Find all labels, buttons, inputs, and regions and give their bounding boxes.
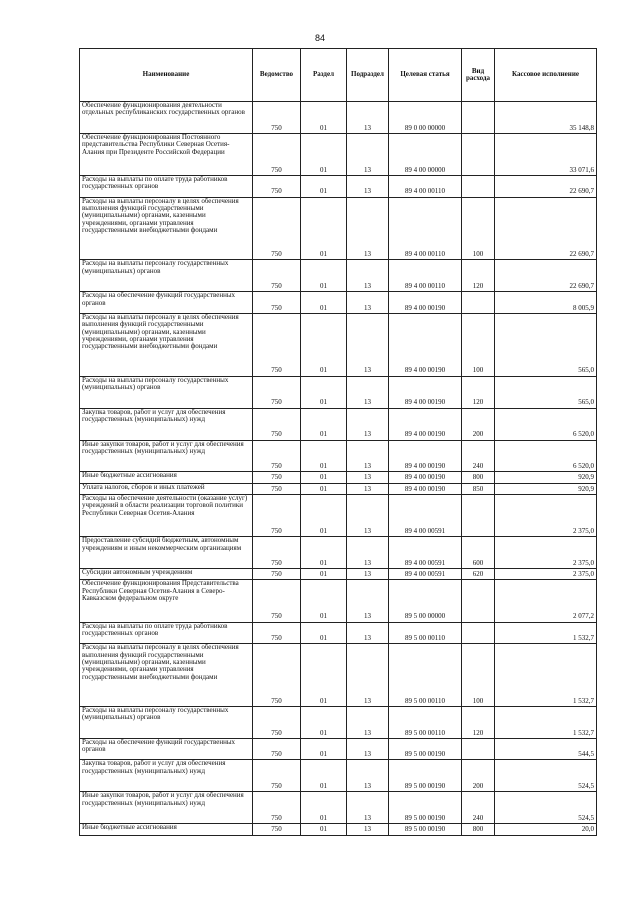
cell-target-article: 89 5 00 00000 (389, 580, 462, 622)
cell-section: 01 (301, 495, 347, 537)
cell-section: 01 (301, 569, 347, 580)
cell-name: Расходы на выплаты персоналу государственных (муниципальных) органов (80, 376, 253, 408)
table-row (80, 622, 597, 644)
cell-department: 750 (253, 483, 301, 494)
cell-section: 01 (301, 760, 347, 792)
cell-subsection: 13 (347, 292, 389, 314)
cell-cash-execution: 565,0 (495, 376, 597, 408)
cell-subsection: 13 (347, 706, 389, 738)
cell-department: 750 (253, 408, 301, 440)
col-header-expense-type: Вид расхода (462, 49, 495, 102)
cell-subsection: 13 (347, 472, 389, 483)
table-row (80, 760, 597, 792)
cell-name: Субсидии автономным учреждениям (80, 569, 253, 580)
cell-section: 01 (301, 738, 347, 760)
col-header-name: Наименование (80, 49, 253, 102)
cell-subsection: 13 (347, 260, 389, 292)
cell-department: 750 (253, 760, 301, 792)
cell-expense-type: 200 (462, 760, 495, 792)
cell-target-article: 89 5 00 00190 (389, 738, 462, 760)
cell-expense-type: 120 (462, 706, 495, 738)
cell-cash-execution: 2 375,0 (495, 537, 597, 569)
cell-expense-type: 200 (462, 408, 495, 440)
cell-department: 750 (253, 376, 301, 408)
cell-cash-execution: 565,0 (495, 313, 597, 376)
cell-name: Расходы на обеспечение функций государственных органов (80, 738, 253, 760)
cell-name: Расходы на обеспечение деятельности (оказание услуг) учреждений в области реализации торговой политики Республики Северная Осетия-Алания (80, 495, 253, 537)
cell-department: 750 (253, 133, 301, 175)
cell-subsection: 13 (347, 537, 389, 569)
table-row (80, 102, 597, 134)
col-header-department: Ведомство (253, 49, 301, 102)
cell-subsection: 13 (347, 495, 389, 537)
cell-cash-execution: 524,5 (495, 760, 597, 792)
cell-name: Закупка товаров, работ и услуг для обеспечения государственных (муниципальных) нужд (80, 408, 253, 440)
table-row (80, 176, 597, 198)
cell-department: 750 (253, 569, 301, 580)
cell-cash-execution: 1 532,7 (495, 706, 597, 738)
cell-section: 01 (301, 622, 347, 644)
cell-section: 01 (301, 292, 347, 314)
cell-target-article: 89 4 00 00591 (389, 495, 462, 537)
table-row (80, 706, 597, 738)
cell-cash-execution: 920,9 (495, 472, 597, 483)
cell-section: 01 (301, 133, 347, 175)
cell-section: 01 (301, 792, 347, 824)
col-header-subsection: Подраздел (347, 49, 389, 102)
cell-target-article: 89 4 00 00591 (389, 569, 462, 580)
cell-department: 750 (253, 440, 301, 472)
cell-section: 01 (301, 313, 347, 376)
cell-target-article: 89 4 00 00190 (389, 472, 462, 483)
cell-cash-execution: 22 690,7 (495, 260, 597, 292)
cell-department: 750 (253, 102, 301, 134)
cell-subsection: 13 (347, 644, 389, 707)
cell-subsection: 13 (347, 569, 389, 580)
cell-expense-type: 800 (462, 824, 495, 835)
cell-target-article: 89 4 00 00190 (389, 292, 462, 314)
cell-department: 750 (253, 738, 301, 760)
cell-expense-type (462, 133, 495, 175)
table-row (80, 792, 597, 824)
cell-name: Обеспечение функционирования деятельности отдельных республиканских государственных органов (80, 102, 253, 134)
cell-subsection: 13 (347, 792, 389, 824)
cell-department: 750 (253, 622, 301, 644)
cell-target-article: 89 5 00 00190 (389, 824, 462, 835)
cell-cash-execution: 35 148,8 (495, 102, 597, 134)
table-row (80, 260, 597, 292)
cell-department: 750 (253, 176, 301, 198)
cell-target-article: 89 4 00 00110 (389, 176, 462, 198)
cell-cash-execution: 22 690,7 (495, 197, 597, 260)
cell-subsection: 13 (347, 376, 389, 408)
cell-department: 750 (253, 292, 301, 314)
cell-expense-type: 120 (462, 376, 495, 408)
cell-section: 01 (301, 197, 347, 260)
cell-cash-execution: 1 532,7 (495, 622, 597, 644)
cell-subsection: 13 (347, 580, 389, 622)
cell-section: 01 (301, 580, 347, 622)
cell-subsection: 13 (347, 133, 389, 175)
cell-expense-type (462, 580, 495, 622)
cell-section: 01 (301, 102, 347, 134)
cell-department: 750 (253, 706, 301, 738)
cell-expense-type (462, 176, 495, 198)
cell-section: 01 (301, 537, 347, 569)
table-row (80, 644, 597, 707)
table-row (80, 292, 597, 314)
cell-section: 01 (301, 408, 347, 440)
col-header-cash-execution: Кассовое исполнение (495, 49, 597, 102)
cell-subsection: 13 (347, 483, 389, 494)
cell-expense-type (462, 292, 495, 314)
cell-cash-execution: 8 005,9 (495, 292, 597, 314)
cell-target-article: 89 4 00 00110 (389, 197, 462, 260)
cell-expense-type (462, 622, 495, 644)
cell-cash-execution: 22 690,7 (495, 176, 597, 198)
cell-department: 750 (253, 495, 301, 537)
cell-target-article: 89 0 00 00000 (389, 102, 462, 134)
cell-department: 750 (253, 792, 301, 824)
cell-cash-execution: 2 375,0 (495, 569, 597, 580)
cell-target-article: 89 5 00 00110 (389, 644, 462, 707)
cell-name: Расходы на выплаты по оплате труда работников государственных органов (80, 622, 253, 644)
cell-department: 750 (253, 824, 301, 835)
table-row (80, 483, 597, 494)
cell-name: Иные закупки товаров, работ и услуг для обеспечения государственных (муниципальных) нужд (80, 792, 253, 824)
cell-department: 750 (253, 537, 301, 569)
table-row (80, 569, 597, 580)
cell-name: Расходы на выплаты по оплате труда работников государственных органов (80, 176, 253, 198)
cell-target-article: 89 4 00 00190 (389, 313, 462, 376)
cell-expense-type (462, 738, 495, 760)
cell-cash-execution: 1 532,7 (495, 644, 597, 707)
cell-name: Расходы на обеспечение функций государственных органов (80, 292, 253, 314)
cell-target-article: 89 4 00 00190 (389, 408, 462, 440)
table-row (80, 537, 597, 569)
cell-subsection: 13 (347, 408, 389, 440)
table-row (80, 495, 597, 537)
page-number: 84 (314, 33, 325, 43)
table-row (80, 824, 597, 835)
cell-department: 750 (253, 472, 301, 483)
cell-subsection: 13 (347, 313, 389, 376)
cell-section: 01 (301, 176, 347, 198)
table-row (80, 313, 597, 376)
cell-section: 01 (301, 440, 347, 472)
cell-expense-type: 240 (462, 792, 495, 824)
cell-subsection: 13 (347, 738, 389, 760)
cell-cash-execution: 6 520,0 (495, 408, 597, 440)
cell-subsection: 13 (347, 197, 389, 260)
table-row (80, 440, 597, 472)
cell-subsection: 13 (347, 824, 389, 835)
budget-table (79, 48, 597, 836)
cell-expense-type: 100 (462, 644, 495, 707)
cell-name: Обеспечение функционирования Представительства Республики Северная Осетия-Алания в Северо-Кавказском федеральном округе (80, 580, 253, 622)
cell-cash-execution: 33 071,6 (495, 133, 597, 175)
table-row (80, 408, 597, 440)
table-row (80, 738, 597, 760)
cell-section: 01 (301, 644, 347, 707)
cell-expense-type (462, 102, 495, 134)
cell-cash-execution: 920,9 (495, 483, 597, 494)
cell-subsection: 13 (347, 760, 389, 792)
cell-section: 01 (301, 472, 347, 483)
cell-section: 01 (301, 376, 347, 408)
cell-subsection: 13 (347, 102, 389, 134)
cell-expense-type: 120 (462, 260, 495, 292)
table-row (80, 472, 597, 483)
cell-cash-execution: 524,5 (495, 792, 597, 824)
cell-expense-type: 600 (462, 537, 495, 569)
cell-section: 01 (301, 483, 347, 494)
table-header-row (80, 49, 597, 102)
cell-department: 750 (253, 580, 301, 622)
cell-department: 750 (253, 313, 301, 376)
table-row (80, 133, 597, 175)
cell-expense-type: 620 (462, 569, 495, 580)
col-header-section: Раздел (301, 49, 347, 102)
cell-name: Закупка товаров, работ и услуг для обеспечения государственных (муниципальных) нужд (80, 760, 253, 792)
cell-section: 01 (301, 260, 347, 292)
cell-expense-type: 100 (462, 197, 495, 260)
col-header-target-article: Целевая статья (389, 49, 462, 102)
cell-cash-execution: 6 520,0 (495, 440, 597, 472)
cell-target-article: 89 4 00 00591 (389, 537, 462, 569)
cell-name: Уплата налогов, сборов и иных платежей (80, 483, 253, 494)
cell-name: Обеспечение функционирования Постоянного представительства Республики Северная Осетия-Алания при Президенте Российской Федерации (80, 133, 253, 175)
cell-expense-type: 240 (462, 440, 495, 472)
cell-name: Предоставление субсидий бюджетным, автономным учреждениям и иным некоммерческим организациям (80, 537, 253, 569)
cell-section: 01 (301, 706, 347, 738)
cell-target-article: 89 5 00 00110 (389, 706, 462, 738)
cell-cash-execution: 2 077,2 (495, 580, 597, 622)
cell-expense-type: 850 (462, 483, 495, 494)
cell-target-article: 89 4 00 00190 (389, 483, 462, 494)
cell-expense-type: 800 (462, 472, 495, 483)
cell-target-article: 89 5 00 00110 (389, 622, 462, 644)
cell-cash-execution: 2 375,0 (495, 495, 597, 537)
cell-target-article: 89 4 00 00110 (389, 260, 462, 292)
cell-target-article: 89 5 00 00190 (389, 760, 462, 792)
cell-name: Расходы на выплаты персоналу в целях обеспечения выполнения функций государственными (муниципальными) органами, казенными учреждениями, органами управления государственными внебюджетными фондами (80, 644, 253, 707)
cell-target-article: 89 4 00 00000 (389, 133, 462, 175)
cell-name: Иные бюджетные ассигнования (80, 824, 253, 835)
table-row (80, 376, 597, 408)
cell-name: Расходы на выплаты персоналу в целях обеспечения выполнения функций государственными (муниципальными) органами, казенными учреждениями, органами управления государственными внебюджетными фондами (80, 197, 253, 260)
cell-subsection: 13 (347, 176, 389, 198)
cell-expense-type (462, 495, 495, 537)
cell-section: 01 (301, 824, 347, 835)
cell-expense-type: 100 (462, 313, 495, 376)
table-row (80, 197, 597, 260)
cell-subsection: 13 (347, 622, 389, 644)
cell-name: Иные закупки товаров, работ и услуг для обеспечения государственных (муниципальных) нужд (80, 440, 253, 472)
cell-name: Иные бюджетные ассигнования (80, 472, 253, 483)
cell-target-article: 89 5 00 00190 (389, 792, 462, 824)
table-body (80, 102, 597, 836)
cell-cash-execution: 20,0 (495, 824, 597, 835)
cell-name: Расходы на выплаты персоналу в целях обеспечения выполнения функций государственными (муниципальными) органами, казенными учреждениями, органами управления государственными внебюджетными фондами (80, 313, 253, 376)
cell-target-article: 89 4 00 00190 (389, 376, 462, 408)
cell-department: 750 (253, 197, 301, 260)
table-row (80, 580, 597, 622)
cell-target-article: 89 4 00 00190 (389, 440, 462, 472)
cell-department: 750 (253, 644, 301, 707)
cell-department: 750 (253, 260, 301, 292)
cell-cash-execution: 544,5 (495, 738, 597, 760)
cell-name: Расходы на выплаты персоналу государственных (муниципальных) органов (80, 260, 253, 292)
cell-subsection: 13 (347, 440, 389, 472)
cell-name: Расходы на выплаты персоналу государственных (муниципальных) органов (80, 706, 253, 738)
